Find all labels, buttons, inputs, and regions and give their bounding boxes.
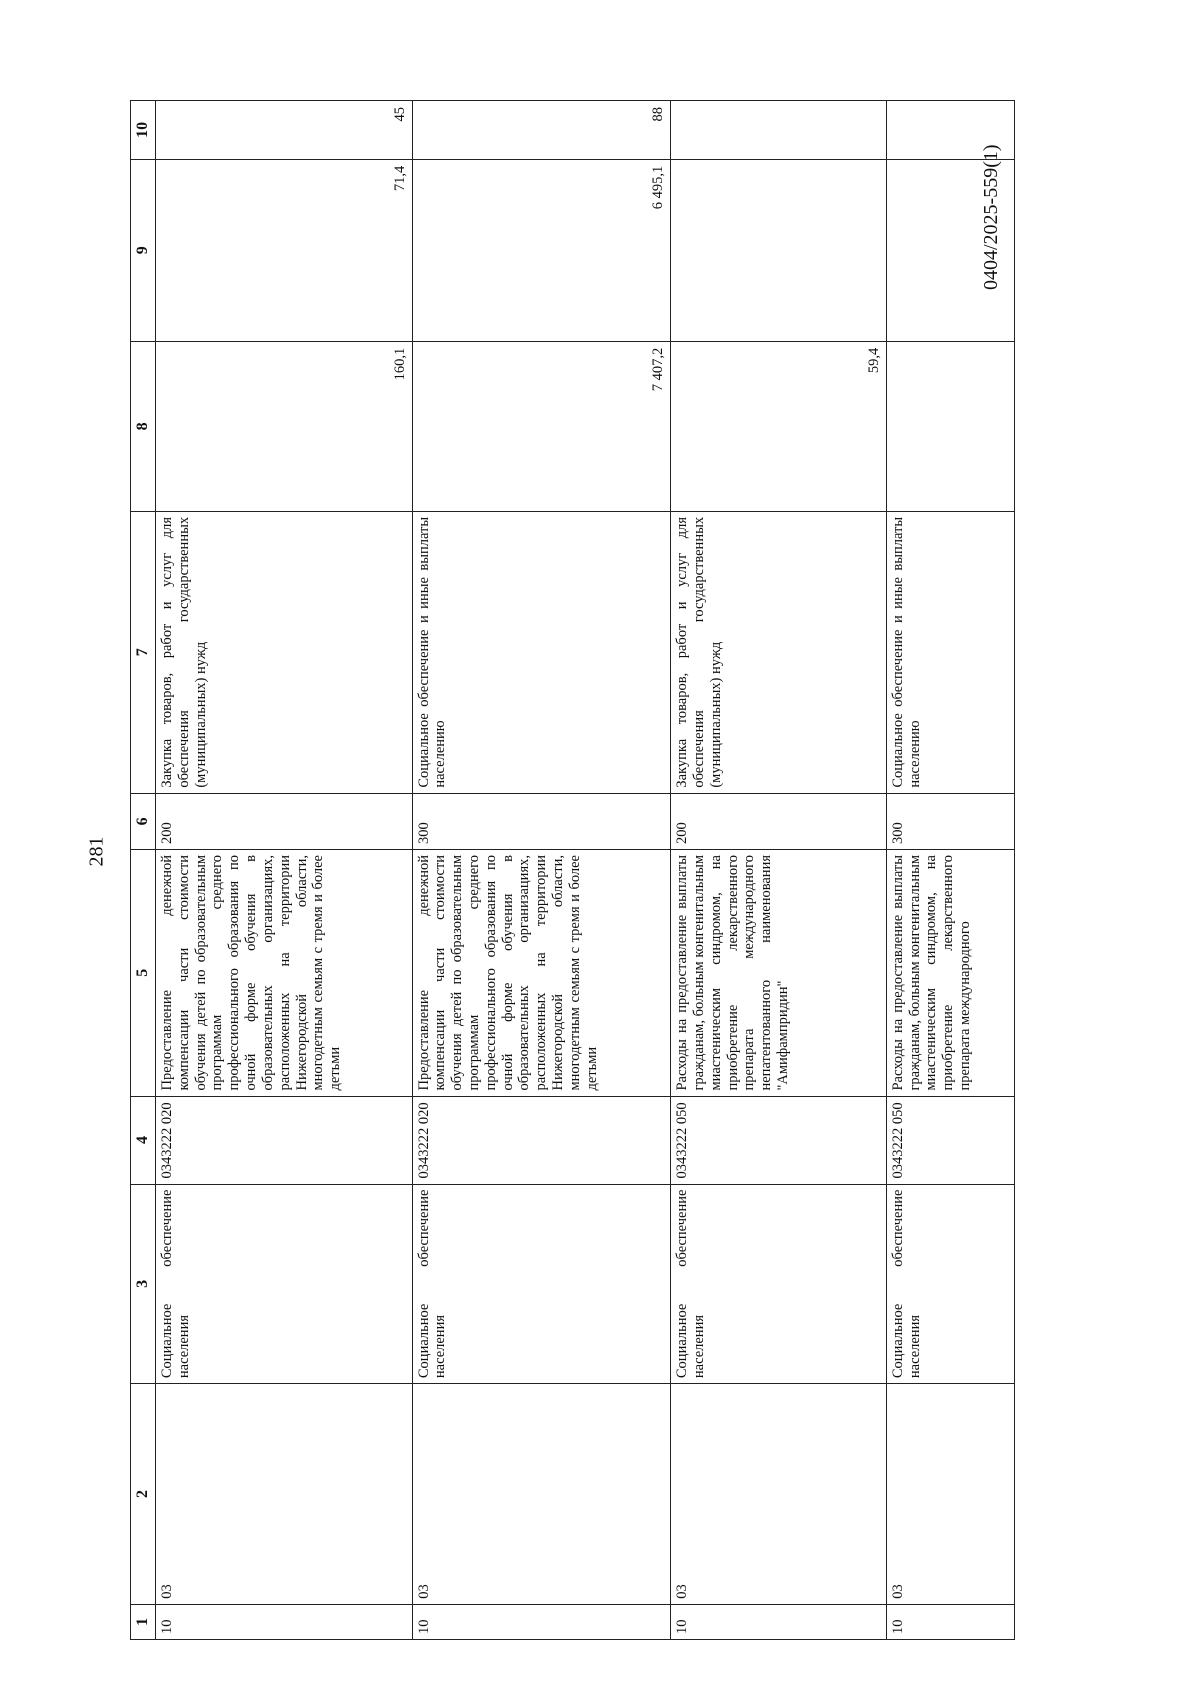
section-code: 10 (671, 1604, 887, 1639)
execution-percent: 45 (156, 101, 413, 160)
execution-percent (671, 101, 887, 160)
target-article-name: Расходы на предоставление выплаты гражданам, больным конгенитальным миастеническим синдромом, на приобретение лекарственного препарата международного (886, 850, 1014, 1097)
amount-executed: 6 495,1 (412, 159, 671, 341)
column-header: 10 (131, 101, 156, 160)
amount-executed (886, 159, 1014, 341)
column-header: 5 (131, 850, 156, 1097)
section-code: 10 (412, 1604, 671, 1639)
subsection-code: 03 (886, 1384, 1014, 1605)
subsection-name: Социальное обеспечение населения (412, 1184, 671, 1384)
expense-type-name: Закупка товаров, работ и услуг для обеспечения государственных (муниципальных) нужд (671, 511, 887, 793)
amount-planned: 160,1 (156, 341, 413, 511)
subsection-name: Социальное обеспечение населения (671, 1184, 887, 1384)
column-header: 9 (131, 159, 156, 341)
execution-percent (886, 101, 1014, 160)
amount-planned (886, 341, 1014, 511)
subsection-code: 03 (412, 1384, 671, 1605)
expense-type-name: Социальное обеспечение и иные выплаты населению (886, 511, 1014, 793)
table-row (412, 101, 671, 1640)
header-row (131, 101, 156, 1640)
expense-type-name: Социальное обеспечение и иные выплаты населению (412, 511, 671, 793)
column-header: 7 (131, 511, 156, 793)
execution-percent: 88 (412, 101, 671, 160)
expense-type-code: 200 (156, 793, 413, 849)
subsection-name: Социальное обеспечение населения (886, 1184, 1014, 1384)
subsection-name: Социальное обеспечение населения (156, 1184, 413, 1384)
target-article-code: 0343222 020 (156, 1096, 413, 1184)
expense-type-code: 300 (886, 793, 1014, 849)
page-number: 281 (85, 836, 108, 867)
document-code: 0404/2025-559(1) (980, 144, 1002, 290)
budget-table (130, 100, 1015, 1640)
column-header: 4 (131, 1096, 156, 1184)
target-article-code: 0343222 020 (412, 1096, 671, 1184)
target-article-code: 0343222 050 (671, 1096, 887, 1184)
subsection-code: 03 (671, 1384, 887, 1605)
target-article-name: Расходы на предоставление выплаты гражданам, больным конгенитальным миастеническим синдромом, на приобретение лекарственного препарата международного непатентованного наименования "Амифампридин" (671, 850, 887, 1097)
amount-planned: 59,4 (671, 341, 887, 511)
section-code: 10 (886, 1604, 1014, 1639)
table-row (671, 101, 887, 1640)
target-article-name: Предоставление денежной компенсации части стоимости обучения детей по образовательным программам среднего профессионального образования по очной форме обучения в образовательных организациях, расположенных на территории Нижегородской области, многодетным семьям с тремя и более детьми (412, 850, 671, 1097)
target-article-name: Предоставление денежной компенсации части стоимости обучения детей по образовательным программам среднего профессионального образования по очной форме обучения в образовательных организациях, расположенных на территории Нижегородской области, многодетным семьям с тремя и более детьми (156, 850, 413, 1097)
amount-planned: 7 407,2 (412, 341, 671, 511)
amount-executed: 71,4 (156, 159, 413, 341)
column-header: 2 (131, 1384, 156, 1605)
section-code: 10 (156, 1604, 413, 1639)
target-article-code: 0343222 050 (886, 1096, 1014, 1184)
rotated-table-wrapper (130, 100, 1015, 1640)
expense-type-name: Закупка товаров, работ и услуг для обеспечения государственных (муниципальных) нужд (156, 511, 413, 793)
column-header: 8 (131, 341, 156, 511)
column-header: 3 (131, 1184, 156, 1384)
column-header: 6 (131, 793, 156, 849)
subsection-code: 03 (156, 1384, 413, 1605)
table-row (886, 101, 1014, 1640)
column-header: 1 (131, 1604, 156, 1639)
amount-executed (671, 159, 887, 341)
table-row (156, 101, 413, 1640)
expense-type-code: 200 (671, 793, 887, 849)
expense-type-code: 300 (412, 793, 671, 849)
